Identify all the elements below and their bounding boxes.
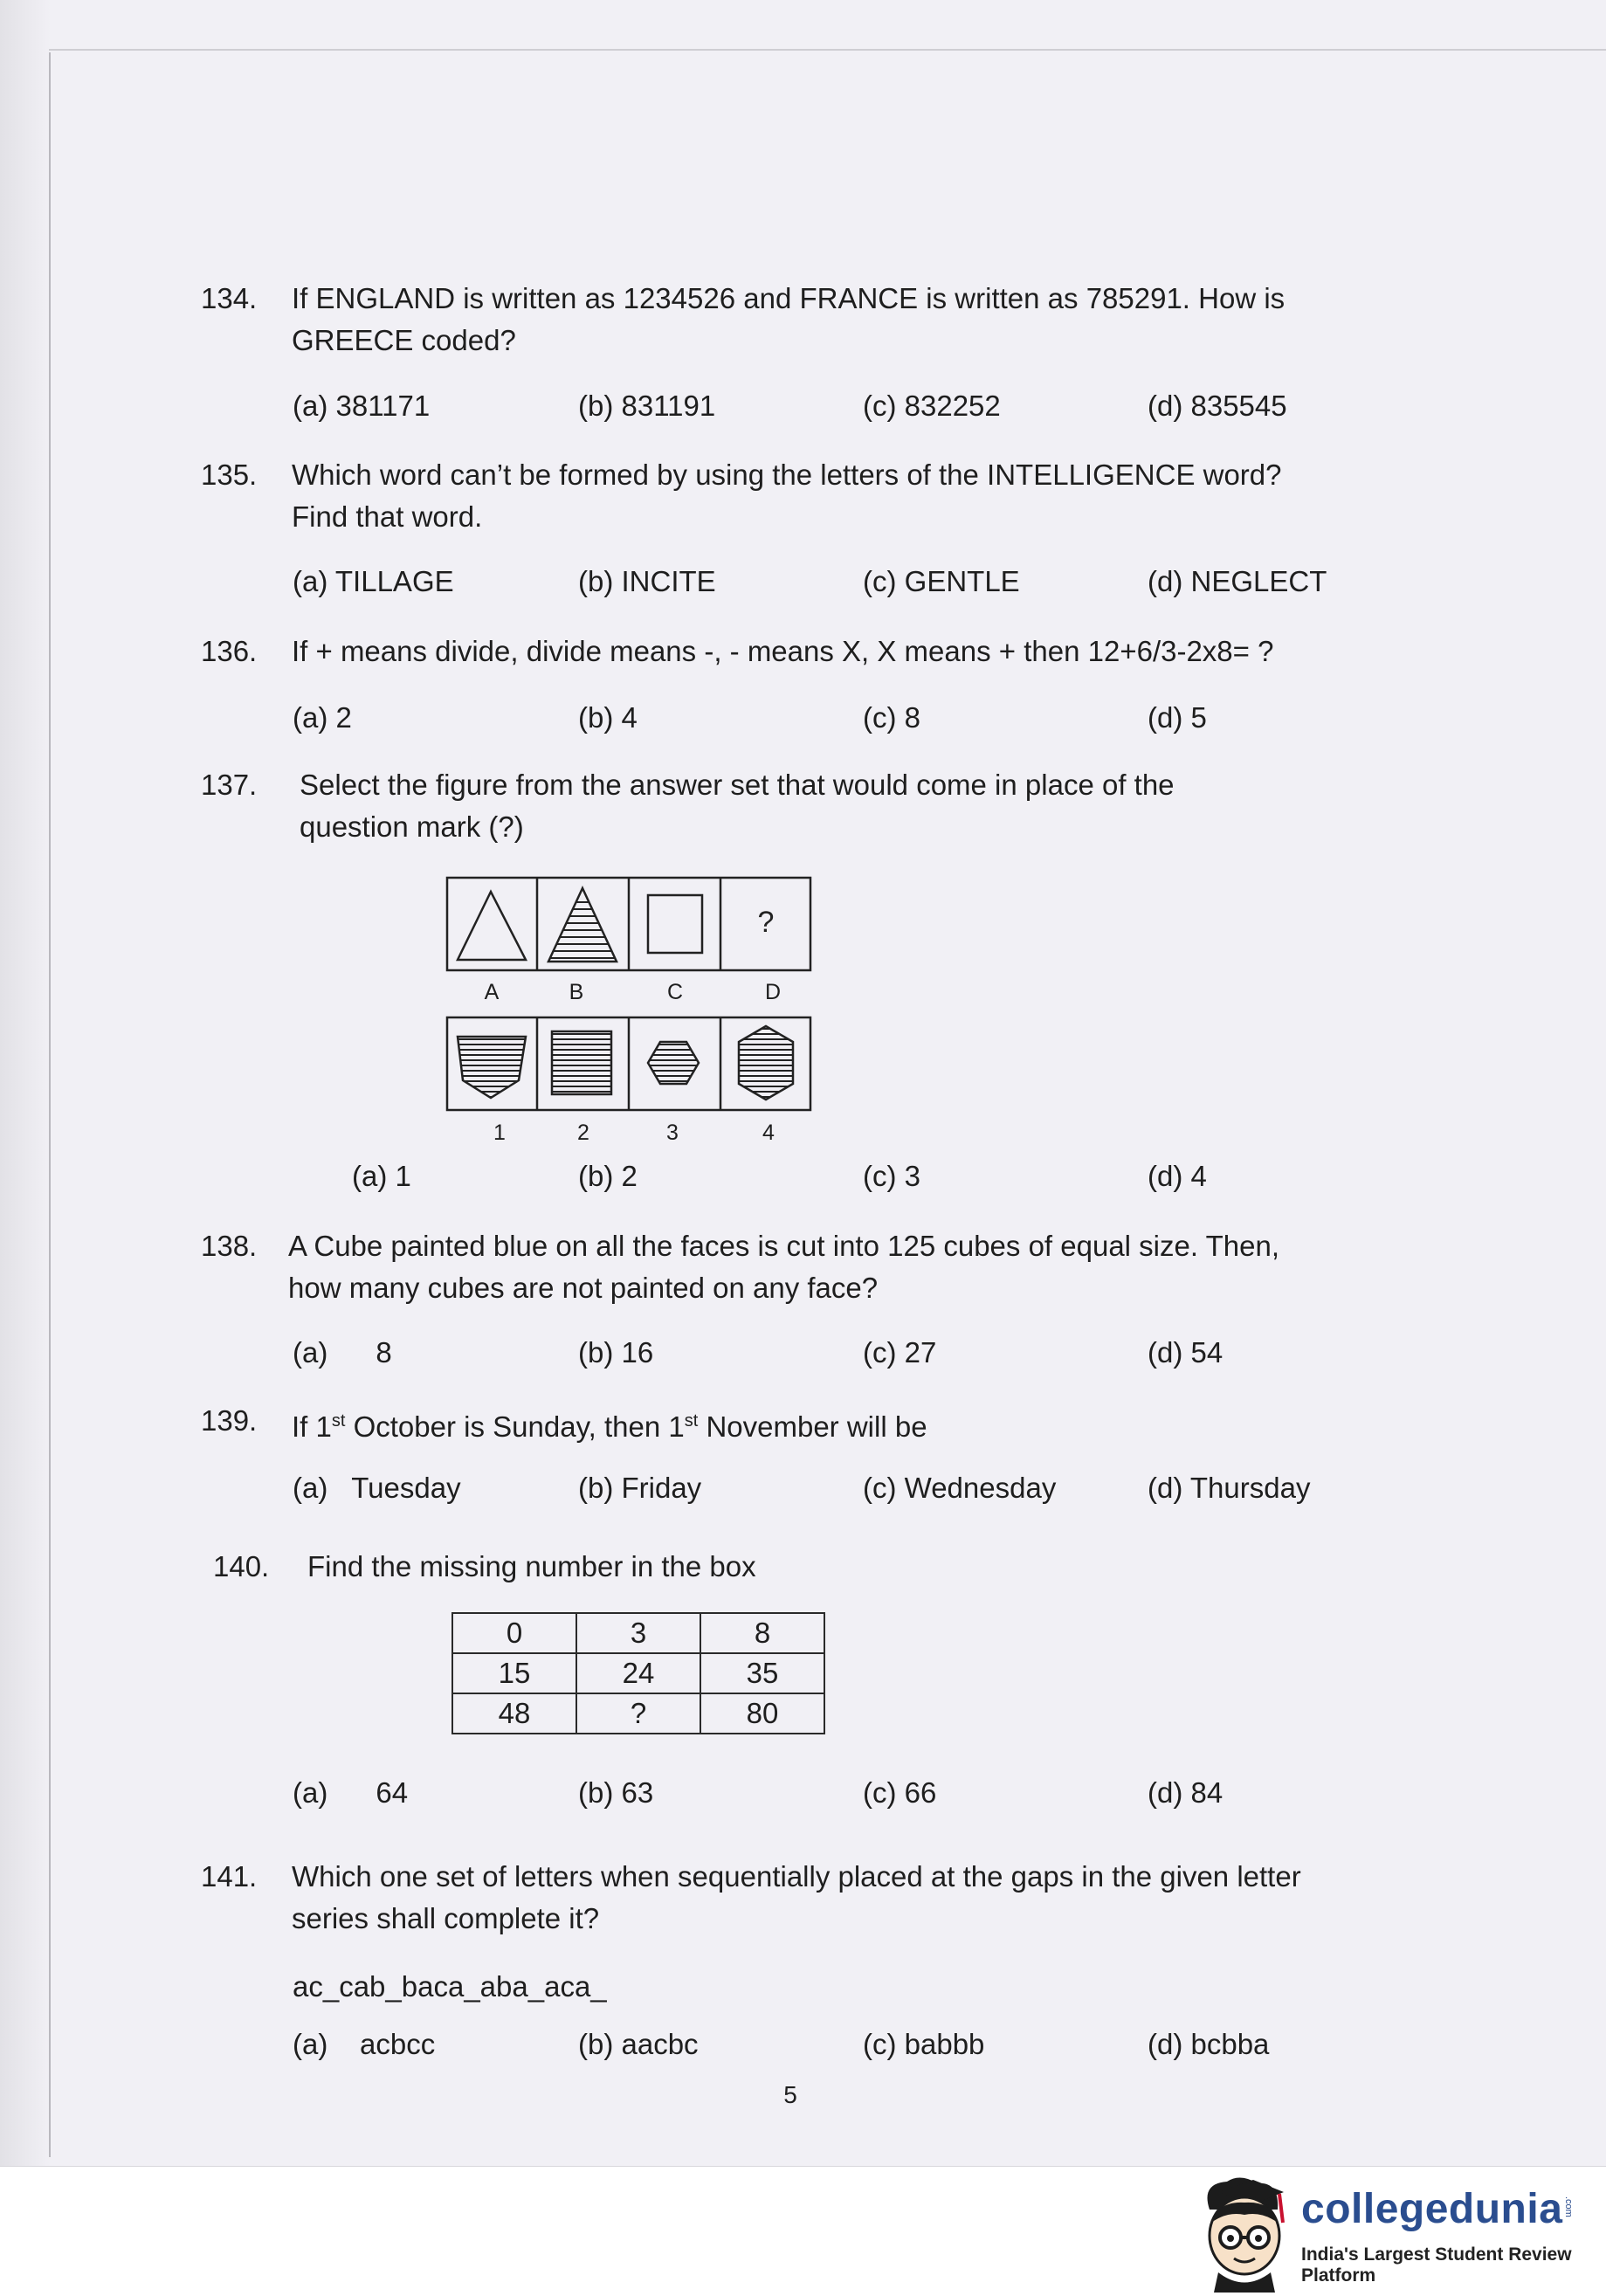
grid-cell: 48 [452,1693,576,1734]
answer-label-4: 4 [762,1120,775,1145]
question-number: 134. [201,282,258,314]
question-text: Which one set of letters when sequentially placed at the gaps in the given letter series shall complete it? [292,1860,1301,1934]
figure-label-a: A [484,980,500,1004]
option-b: (b) INCITE [578,565,716,597]
option-a: (a) Tuesday [293,1472,461,1504]
option-b: (b) 2 [578,1160,638,1192]
superscript-st: st [331,1411,346,1431]
question-text: If ENGLAND is written as 1234526 and FRANCE is written as 785291. How is GREECE coded? [292,282,1285,356]
answer-label-3: 3 [666,1120,679,1145]
binding-margin-line [49,52,51,2157]
question-number: 138. [201,1230,258,1262]
option-a: (a) 8 [293,1336,392,1369]
option-b: (b) 4 [578,701,638,734]
option-a: (a) 64 [293,1776,409,1809]
grid-cell: 15 [452,1653,576,1693]
question-number: 141. [201,1860,258,1893]
question-text: A Cube painted blue on all the faces is cut into 125 cubes of equal size. Then, how many cubes are not painted on any face? [288,1230,1279,1304]
option-b: (b) 831191 [578,390,716,422]
option-a: (a) 381171 [293,390,431,422]
grid-cell: ? [576,1693,700,1734]
option-d: (d) 4 [1148,1160,1207,1192]
option-a: (a) 2 [293,701,352,734]
answer-4-striped-hexagon [739,1026,793,1100]
question-text: Find the missing number in the box [307,1550,756,1582]
option-a: (a) 1 [352,1160,411,1192]
option-a: (a) TILLAGE [293,565,454,597]
option-c: (c) 832252 [863,390,1001,422]
figure-label-d: D [764,980,782,1004]
brand-name: collegedunia [1301,2186,1563,2232]
figure-a-triangle [458,892,526,960]
answer-figure-set [445,1016,812,1112]
grid-cell: 3 [576,1613,700,1653]
question-number: 135. [201,459,258,491]
page-edge-shadow [49,49,1606,51]
option-a: (a) acbcc [293,2028,436,2060]
mascot-logo-icon [1192,2175,1297,2293]
figure-d-question-mark: ? [757,906,775,939]
option-b: (b) 63 [578,1776,654,1809]
grid-cell: 35 [700,1653,824,1693]
option-c: (c) GENTLE [863,565,1020,597]
option-d: (d) 54 [1148,1336,1223,1369]
question-figure-series [445,876,812,972]
option-d: (d) 84 [1148,1776,1223,1809]
answer-label-2: 2 [577,1120,589,1145]
number-grid [451,1612,825,1734]
question-number: 140. [213,1550,270,1582]
answer-3-striped-hexagon [648,1042,699,1084]
option-d: (d) 835545 [1148,390,1287,422]
option-b: (b) aacbc [578,2028,699,2060]
question-number: 137. [201,769,258,801]
option-c: (c) 66 [863,1776,937,1809]
question-number: 136. [201,635,258,667]
option-d: (d) bcbba [1148,2028,1270,2060]
question-text: If 1st October is Sunday, then 1st November will be [292,1410,927,1443]
letter-series: ac_cab_baca_aba_aca_ [293,1970,607,2003]
answer-label-1: 1 [493,1120,506,1145]
page-number: 5 [783,2081,797,2108]
brand-dotcom: .com [1563,2196,1574,2217]
grid-cell: 0 [452,1613,576,1653]
figure-c-square [648,895,702,953]
grid-cell: 8 [700,1613,824,1653]
option-b: (b) 16 [578,1336,654,1369]
superscript-st: st [684,1411,699,1431]
option-b: (b) Friday [578,1472,702,1504]
option-c: (c) babbb [863,2028,985,2060]
question-text: If + means divide, divide means -, - means X, X means + then 12+6/3-2x8= ? [292,635,1274,667]
question-text: Which word can’t be formed by using the letters of the INTELLIGENCE word? Find that word. [292,459,1282,533]
question-number: 139. [201,1404,258,1437]
option-c: (c) Wednesday [863,1472,1057,1504]
grid-cell: 80 [700,1693,824,1734]
answer-1-striped-pentagon [458,1037,526,1098]
question-text: Select the figure from the answer set that would come in place of the question mark (?) [300,769,1175,843]
answer-2-striped-square [552,1031,611,1094]
option-d: (d) Thursday [1148,1472,1311,1504]
option-c: (c) 27 [863,1336,937,1369]
option-c: (c) 3 [863,1160,920,1192]
option-d: (d) 5 [1148,701,1207,734]
figure-label-b: B [569,980,584,1004]
figure-label-c: C [666,980,684,1004]
brand-tagline: India's Largest Student Review Platform [1301,2244,1572,2286]
grid-cell: 24 [576,1653,700,1693]
option-d: (d) NEGLECT [1148,565,1327,597]
option-c: (c) 8 [863,701,920,734]
